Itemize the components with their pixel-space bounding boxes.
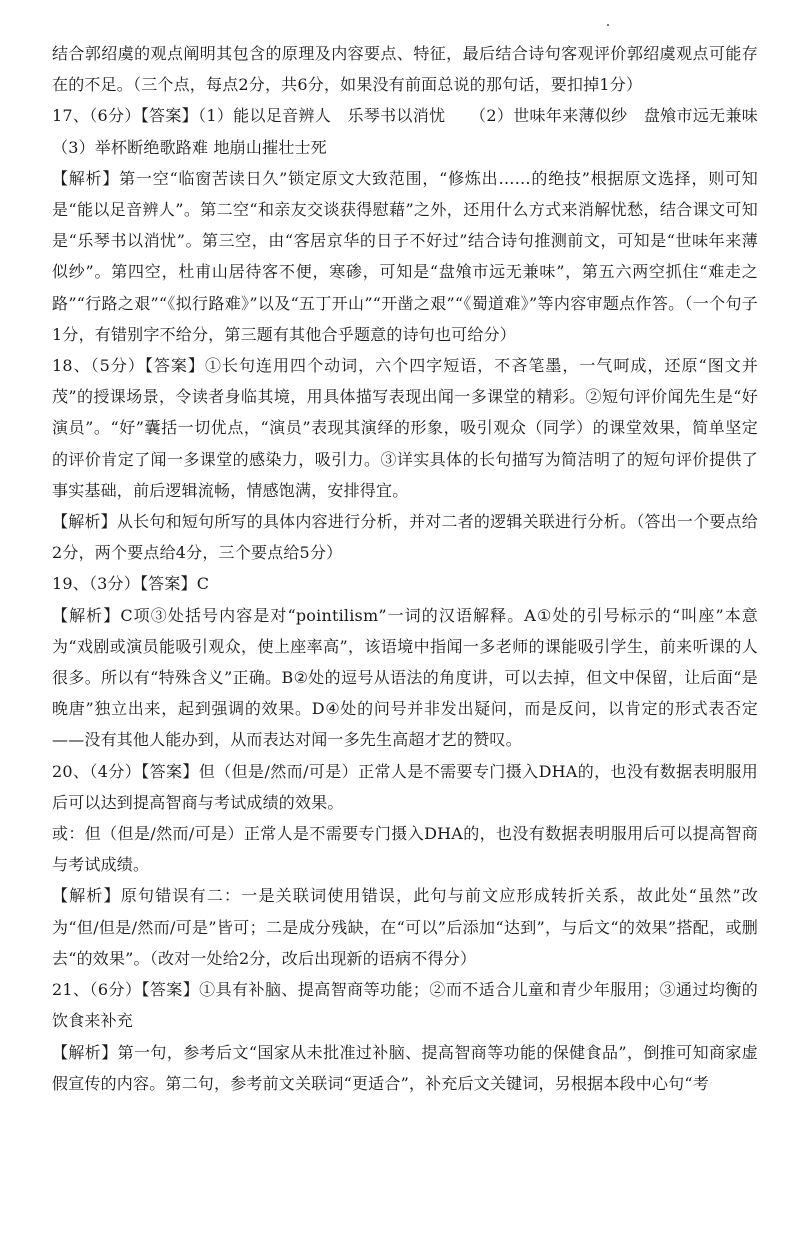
paragraph-q19-answer: 19、（3分）【答案】C [52, 574, 210, 594]
scan-speck [607, 24, 609, 26]
paragraph-q16-tail: 结合郭绍虞的观点阐明其包含的原理及内容要点、特征，最后结合诗句客观评价郭绍虞观点可能存在的不足。（三个点，每点2分，共6分，如果没有前面总说的那句话，要扣掉1分） [52, 44, 758, 95]
document-page [52, 38, 791, 1099]
paragraph-q17-answer: 17、（6分）【答案】（1）能以足音辨人 乐琴书以消忧 （2）世味年来薄似纱 盘飧市远无兼味 （3）举杯断绝歌路难 地崩山摧壮士死 [52, 106, 791, 157]
paragraph-q17-analysis: 【解析】第一空“临窗苦读日久”锁定原文大致范围，“修炼出……的绝技”根据原文选择，则可知是“能以足音辨人”。第二空“和亲友交谈获得慰藉”之外，还用什么方式来消解忧愁，结合课文可知是“乐琴书以消忧”。第三空，由“客居京华的日子不好过”结合诗句推测前文，可知是“世味年来薄似纱”。第四空，杜甫山居待客不便，寒碜，可知是“盘飧市远无兼味”，第五六两空抓住“难走之路”“行路之艰”“《拟行路难》”以及“五丁开山”“开凿之艰”“《蜀道难》”等内容审题点作答。（一个句子1分，有错别字不给分，第三题有其他合乎题意的诗句也可给分） [52, 168, 758, 344]
paragraph-q20-answer: 20、（4分）【答案】但（但是/然而/可是）正常人是不需要专门摄入DHA的，也没有数据表明服用后可以达到提高智商与考试成绩的效果。 [52, 761, 758, 812]
paragraph-q19-analysis: 【解析】C项③处括号内容是对“pointilism”一词的汉语解释。A①处的引号标示的“叫座”本意为“戏剧或演员能吸引观众，使上座率高”，该语境中指闻一多老师的课能吸引学生，前来听课的人很多。所以有“特殊含义”正确。B②处的逗号从语法的角度讲，可以去掉，但文中保留，让后面“是晚唐”独立出来，起到强调的效果。D④处的问号并非发出疑问，而是反问，以肯定的形式表否定——没有其他人能办到，从而表达对闻一多先生高超才艺的赞叹。 [52, 605, 758, 750]
paragraph-q20-analysis: 【解析】原句错误有二：一是关联词使用错误，此句与前文应形成转折关系，故此处“虽然”改为“但/但是/然而/可是”皆可；二是成分残缺，在“可以”后添加“达到”，与后文“的效果”搭配，或删去“的效果”。（改对一处给2分，改后出现新的语病不得分） [52, 886, 758, 968]
paragraph-q18-answer: 18、（5分）【答案】①长句连用四个动词，六个四字短语，不吝笔墨，一气呵成，还原“图文并茂”的授课场景，令读者身临其境，用具体描写表现出闻一多课堂的精彩。②短句评价闻先生是“好演员”。“好”囊括一切优点，“演员”表现其演绎的形象，吸引观众（同学）的课堂效果，简单坚定的评价肯定了闻一多课堂的感染力，吸引力。③详实具体的长句描写为简洁明了的短句评价提供了事实基础，前后逻辑流畅，情感饱满，安排得宜。 [52, 356, 758, 500]
paragraph-q21-answer: 21、（6分）【答案】①具有补脑、提高智商等功能；②而不适合儿童和青少年服用；③通过均衡的饮食来补充 [52, 980, 758, 1031]
paragraph-q18-analysis: 【解析】从长句和短句所写的具体内容进行分析，并对二者的逻辑关联进行分析。（答出一个要点给2分，两个要点给4分，三个要点给5分） [52, 512, 758, 563]
paragraph-q21-analysis: 【解析】第一句，参考后文“国家从未批准过补脑、提高智商等功能的保健食品”，倒推可知商家虚假宣传的内容。第二句，参考前文关联词“更适合”，补充后文关键词，另根据本段中心句“考 [52, 1042, 758, 1093]
paragraph-q20-alternative: 或：但（但是/然而/可是）正常人是不需要专门摄入DHA的，也没有数据表明服用后可以提高智商与考试成绩。 [52, 824, 758, 875]
